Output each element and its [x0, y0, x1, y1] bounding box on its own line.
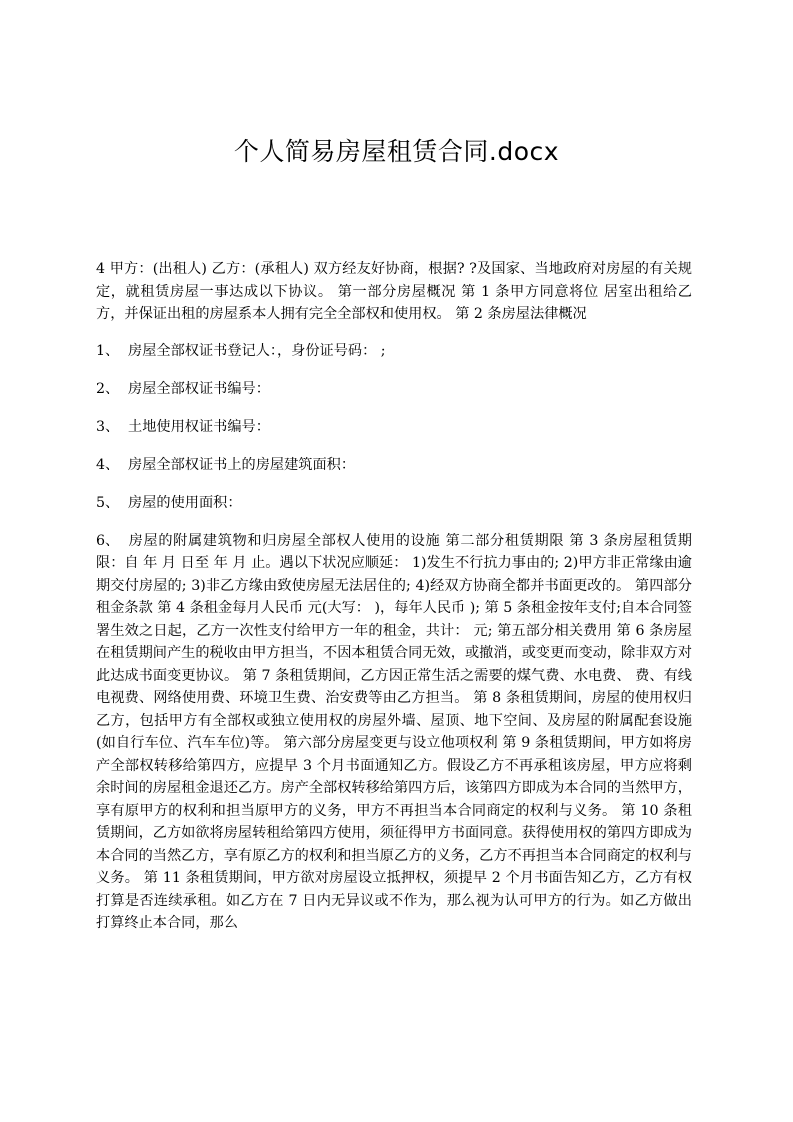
terms-paragraph-number: 6、: [96, 532, 120, 549]
list-item-text: 房屋的使用面积：: [128, 494, 242, 511]
list-item: [96, 416, 692, 439]
list-item-text: 房屋全部权证书上的房屋建筑面积：: [128, 456, 356, 473]
document-body: [96, 258, 692, 935]
list-item: [96, 454, 692, 477]
intro-paragraph: 4 甲方：(出租人) 乙方：(承租人) 双方经友好协商，根据? ?及国家、当地政府对房屋的有关规定，就租赁房屋一事达成以下协议。 第一部分房屋概况 第 1 条甲方同意将位 居室出租给乙方，并保证出租的房屋系本人拥有完全全部权和使用权。 第 2 条房屋法律概况: [96, 261, 692, 322]
terms-paragraph-text: 房屋的附属建筑物和归房屋全部权人使用的设施 第二部分租赁期限 第 3 条房屋租赁期限：自 年 月 日至 年 月 止。遇以下状况应顺延： 1)发生不行抗力事由的; 2)甲方非正常缘由逾期交付房屋的; 3)非乙方缘由致使房屋无法居住的; 4)经双方协商全都并书面更改的。 第四部分租金条款 第 4 条租金每月人民币 元(大写： )，每年人民币 ); 第 5 条租金按年支付;自本合同签署生效之日起，乙方一次性支付给甲方一年的租金，共计： 元; 第五部分相关费用 第 6 条房屋在租赁期间产生的税收由甲方担当，不因本租赁合同无效，或撤消，或变更而变动，除非双方对此达成书面变更协议。 第 7 条租赁期间，乙方因正常生活之需要的煤气费、水电费、 费、有线电视费、网络使用费、环境卫生费、治安费等由乙方担当。 第 8 条租赁期间，房屋的使用权归乙方，包括甲方有全部权或独立使用权的房屋外墙、屋顶、地下空间、及房屋的附属配套设施(如自行车位、汽车车位)等。 第六部分房屋变更与设立他项权利 第 9 条租赁期间，甲方如将房产全部权转移给第四方，应提早 3 个月书面通知乙方。假设乙方不再承租该房屋，甲方应将剩余时间的房屋租金退还乙方。房产全部权转移给第四方后，该第四方即成为本合同的当然甲方，享有原甲方的权利和担当原甲方的义务，甲方不再担当本合同商定的权利与义务。 第 10 条租赁期间，乙方如欲将房屋转租给第四方使用，须征得甲方书面同意。获得使用权的第四方即成为本合同的当然乙方，享有原乙方的权利和担当原乙方的义务，乙方不再担当本合同商定的权利与义务。 第 11 条租赁期间，甲方欲对房屋设立抵押权，须提早 2 个月书面告知乙方，乙方有权打算是否连续承租。如乙方在 7 日内无异议或不作为，那么视为认可甲方的行为。如乙方做出打算终止本合同，那么: [96, 532, 692, 931]
document-title: 个人简易房屋租赁合同.docx: [233, 137, 560, 166]
list-item-number: 3、: [96, 418, 120, 435]
list-item-number: 2、: [96, 380, 120, 397]
list-item-number: 4、: [96, 456, 120, 473]
list-item: [96, 340, 692, 363]
list-item-number: 1、: [96, 342, 120, 359]
terms-paragraph: [96, 530, 692, 935]
list-item: [96, 378, 692, 401]
list-item-text: 土地使用权证书编号：: [128, 418, 270, 435]
list-item-number: 5、: [96, 494, 120, 511]
list-item: [96, 492, 692, 515]
list-item-text: 房屋全部权证书编号：: [128, 380, 270, 397]
list-item-text: 房屋全部权证书登记人：，身份证号码： ;: [128, 342, 386, 359]
